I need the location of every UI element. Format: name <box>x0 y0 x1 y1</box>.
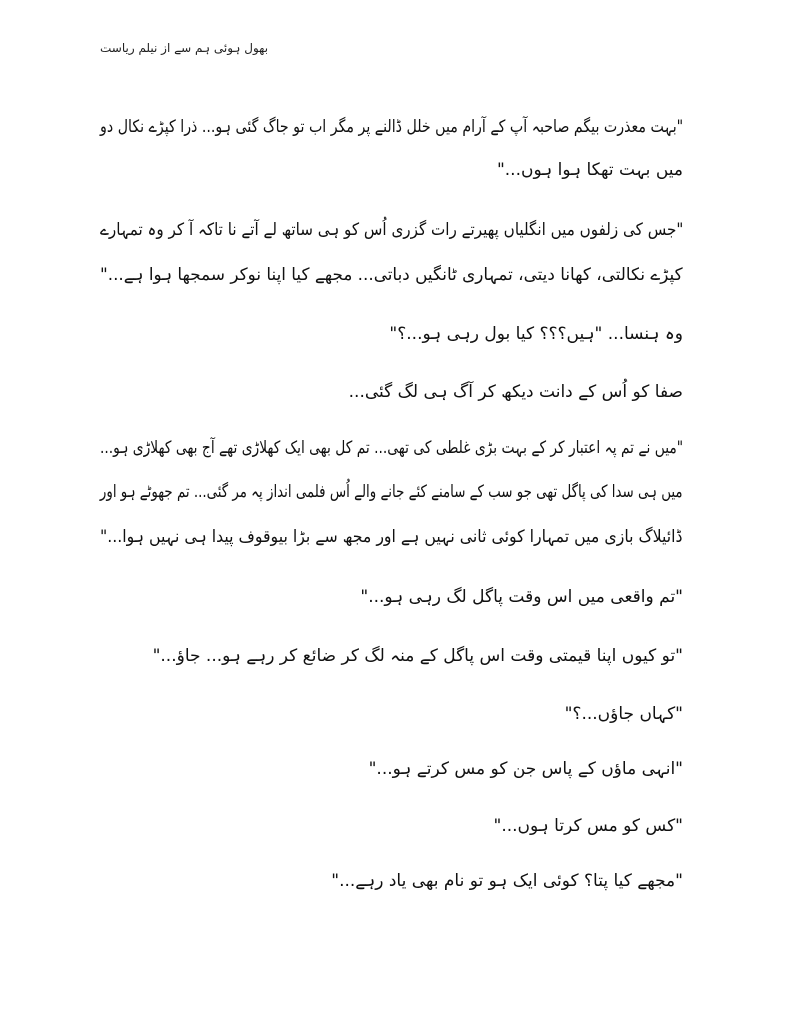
paragraph-9-line-1: "انہی ماؤں کے پاس جن کو مس کرتے ہو..." <box>368 759 683 779</box>
paragraph-5-line-1: "میں نے تم پہ اعتبار کر کے بہت بڑی غلطی کی تھی... تم کل بھی ایک کھلاڑی تھے آج بھی کھلاڑی ہو... <box>99 438 683 458</box>
running-header: بھول ہوئی ہم سے از نیلم ریاست <box>100 41 269 55</box>
paragraph-4-line-1: صفا کو اُس کے دانت دیکھ کر آگ ہی لگ گئی... <box>348 382 683 402</box>
paragraph-11-line-1: "مجھے کیا پتا؟ کوئی ایک ہو تو نام بھی یاد رہے..." <box>331 871 683 891</box>
paragraph-2-line-2: کپڑے نکالتی، کھانا دیتی، تمہاری ٹانگیں دباتی... مجھے کیا اپنا نوکر سمجھا ہوا ہے..." <box>100 265 683 285</box>
paragraph-2-line-1: "جس کی زلفوں میں انگلیاں پھیرتے رات گزری اُس کو ہی ساتھ لے آتے نا تاکہ آ کر وہ تمہارے <box>99 220 683 240</box>
paragraph-5-line-2: میں ہی سدا کی پاگل تھی جو سب کے سامنے کئے جانے والے اُس فلمی انداز پہ مر گئی... تم جھوٹے ہو اور <box>100 482 683 502</box>
paragraph-6-line-1: "تم واقعی میں اس وقت پاگل لگ رہی ہو..." <box>360 587 683 607</box>
paragraph-3-line-1: وہ ہنسا... "ہیں؟؟؟ کیا بول رہی ہو...؟" <box>389 324 683 344</box>
paragraph-10-line-1: "کس کو مس کرتا ہوں..." <box>493 816 683 836</box>
paragraph-7-line-1: "تو کیوں اپنا قیمتی وقت اس پاگل کے منہ لگ کر ضائع کر رہے ہو... جاؤ..." <box>152 646 683 666</box>
paragraph-1-line-2: میں بہت تھکا ہوا ہوں..." <box>496 160 683 180</box>
paragraph-8-line-1: "کہاں جاؤں...؟" <box>564 704 683 724</box>
paragraph-5-line-3: ڈائیلاگ بازی میں تمہارا کوئی ثانی نہیں ہے اور مجھ سے بڑا بیوقوف پیدا ہی نہیں ہوا..." <box>100 527 683 547</box>
paragraph-1-line-1: "بہت معذرت بیگم صاحبہ آپ کے آرام میں خلل ڈالنے پر مگر اب تو جاگ گئی ہو... ذرا کپڑے نکال دو <box>99 117 683 137</box>
